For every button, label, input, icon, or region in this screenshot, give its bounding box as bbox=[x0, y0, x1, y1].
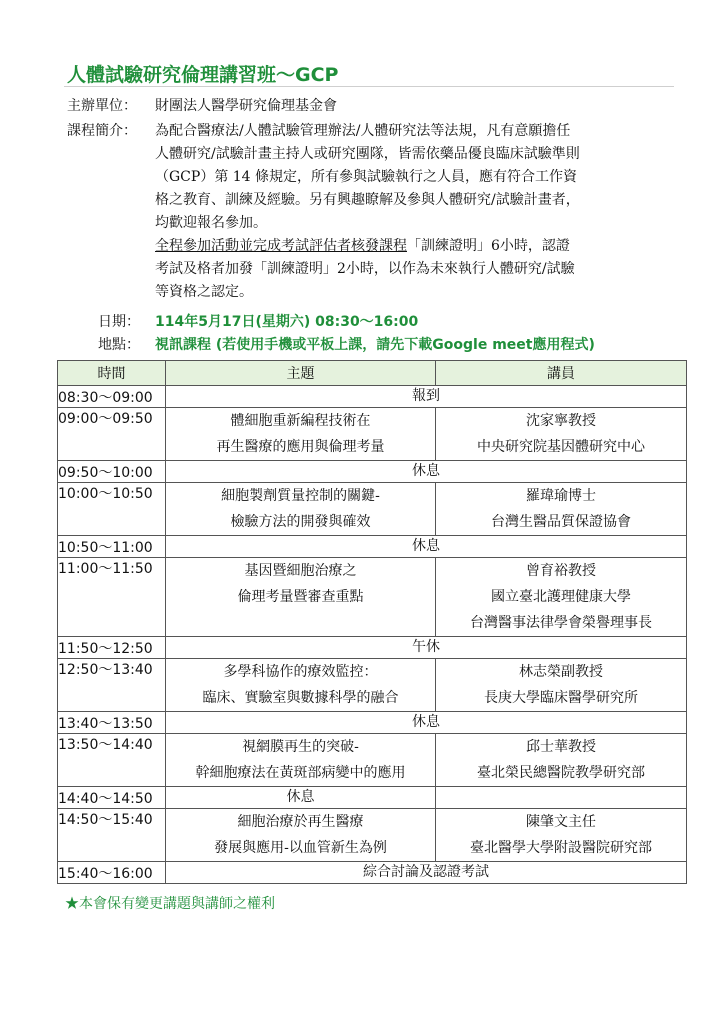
topic-line: 休息 bbox=[286, 789, 315, 805]
break-cell: 休息 bbox=[166, 536, 687, 558]
intro-line: 為配合醫療法/人體試驗管理辦法/人體研究法等法規，凡有意願擔任 bbox=[155, 123, 571, 139]
speaker-cell bbox=[436, 659, 687, 712]
time-cell: 08:30～09:00 bbox=[58, 386, 166, 408]
table-row bbox=[58, 408, 687, 461]
break-cell: 休息 bbox=[166, 461, 687, 483]
organizer-label: 主辦單位： bbox=[67, 98, 137, 114]
break-cell: 休息 bbox=[166, 712, 687, 734]
table-row bbox=[58, 386, 687, 408]
intro-label: 課程簡介： bbox=[67, 123, 137, 139]
schedule-table bbox=[57, 360, 687, 884]
speaker-line: 邱士華教授 bbox=[526, 739, 596, 755]
time-cell: 13:40～13:50 bbox=[58, 712, 166, 734]
table-row bbox=[58, 809, 687, 862]
topic-cell bbox=[166, 408, 436, 461]
topic-line: 細胞製劑質量控制的關鍵- bbox=[221, 488, 380, 504]
speaker-line: 長庚大學臨床醫學研究所 bbox=[484, 690, 638, 706]
time-cell: 13:50～14:40 bbox=[58, 734, 166, 787]
time-cell: 14:40～14:50 bbox=[58, 787, 166, 809]
table-row bbox=[58, 483, 687, 536]
intro-line: 均歡迎報名參加。 bbox=[155, 215, 267, 231]
time-cell: 12:50～13:40 bbox=[58, 659, 166, 712]
date-label: 日期： bbox=[98, 314, 140, 330]
table-row bbox=[58, 862, 687, 884]
topic-cell bbox=[166, 734, 436, 787]
table-row bbox=[58, 637, 687, 659]
title-divider bbox=[64, 86, 674, 87]
time-cell: 11:50～12:50 bbox=[58, 637, 166, 659]
speaker-line: 沈家寧教授 bbox=[526, 413, 596, 429]
intro-paragraph bbox=[155, 120, 675, 304]
speaker-line: 台灣醫事法律學會榮譽理事長 bbox=[470, 615, 652, 631]
time-cell: 09:00～09:50 bbox=[58, 408, 166, 461]
speaker-line: 台灣生醫品質保證協會 bbox=[491, 514, 631, 530]
venue-label: 地點： bbox=[98, 337, 140, 353]
topic-cell bbox=[166, 483, 436, 536]
speaker-line: 臺北醫學大學附設醫院研究部 bbox=[470, 840, 652, 856]
speaker-line: 陳肇文主任 bbox=[526, 814, 596, 830]
topic-line: 幹細胞療法在黃斑部病變中的應用 bbox=[195, 765, 406, 781]
intro-line: （GCP）第 14 條規定，所有參與試驗執行之人員，應有符合工作資 bbox=[155, 169, 578, 185]
speaker-line: 中央研究院基因體研究中心 bbox=[477, 439, 645, 455]
speaker-line: 曾育裕教授 bbox=[526, 563, 596, 579]
time-cell: 14:50～15:40 bbox=[58, 809, 166, 862]
intro-line: 等資格之認定。 bbox=[155, 284, 253, 300]
topic-cell bbox=[166, 809, 436, 862]
time-cell: 10:50～11:00 bbox=[58, 536, 166, 558]
speaker-cell bbox=[436, 408, 687, 461]
venue-value: 視訊課程 (若使用手機或平板上課，請先下載Google meet應用程式) bbox=[155, 337, 595, 353]
table-row bbox=[58, 734, 687, 787]
speaker-line: 林志榮副教授 bbox=[519, 664, 603, 680]
speaker-cell bbox=[436, 734, 687, 787]
speaker-line: 國立臺北護理健康大學 bbox=[491, 589, 631, 605]
table-header-row bbox=[58, 361, 687, 386]
intro-line: 格之教育、訓練及經驗。另有興趣瞭解及參與人體研究/試驗計畫者， bbox=[155, 192, 580, 208]
speaker-line: 臺北榮民總醫院教學研究部 bbox=[477, 765, 645, 781]
time-cell: 09:50～10:00 bbox=[58, 461, 166, 483]
topic-line: 再生醫療的應用與倫理考量 bbox=[216, 439, 385, 455]
time-cell: 15:40～16:00 bbox=[58, 862, 166, 884]
table-row bbox=[58, 558, 687, 637]
page-title: 人體試驗研究倫理講習班～GCP bbox=[67, 64, 339, 86]
topic-line: 多學科協作的療效監控： bbox=[223, 664, 378, 680]
topic-cell bbox=[166, 787, 436, 809]
table-row bbox=[58, 461, 687, 483]
topic-line: 視網膜再生的突破- bbox=[242, 739, 359, 755]
intro-line: 人體研究/試驗計畫主持人或研究團隊，皆需依藥品優良臨床試驗準則 bbox=[155, 146, 580, 162]
header-topic: 主題 bbox=[166, 361, 436, 386]
topic-line: 發展與應用-以血管新生為例 bbox=[214, 840, 387, 856]
schedule-body bbox=[58, 386, 687, 884]
break-cell: 報到 bbox=[166, 386, 687, 408]
topic-line: 體細胞重新編程技術在 bbox=[230, 413, 371, 429]
topic-cell bbox=[166, 659, 436, 712]
time-cell: 11:00～11:50 bbox=[58, 558, 166, 637]
topic-line: 倫理考量暨審查重點 bbox=[237, 589, 364, 605]
speaker-cell bbox=[436, 787, 687, 809]
table-row bbox=[58, 787, 687, 809]
speaker-cell bbox=[436, 558, 687, 637]
organizer-value: 財團法人醫學研究倫理基金會 bbox=[155, 98, 337, 114]
intro-line-rest: 「訓練證明」6小時，認證 bbox=[407, 238, 570, 254]
underlined-text: 全程參加活動並完成考試評估者核發課程 bbox=[155, 238, 407, 254]
table-row bbox=[58, 536, 687, 558]
speaker-line: 羅瑋瑜博士 bbox=[526, 488, 596, 504]
topic-cell bbox=[166, 558, 436, 637]
speaker-cell bbox=[436, 483, 687, 536]
date-value: 114年5月17日(星期六) 08:30～16:00 bbox=[155, 314, 419, 330]
time-cell: 10:00～10:50 bbox=[58, 483, 166, 536]
header-time: 時間 bbox=[58, 361, 166, 386]
topic-line: 基因暨細胞治療之 bbox=[244, 563, 357, 579]
topic-line: 細胞治療於再生醫療 bbox=[237, 814, 364, 830]
intro-line bbox=[155, 235, 675, 258]
break-cell: 午休 bbox=[166, 637, 687, 659]
footnote: ★本會保有變更講題與講師之權利 bbox=[65, 896, 275, 912]
break-cell: 綜合討論及認證考試 bbox=[166, 862, 687, 884]
table-row bbox=[58, 712, 687, 734]
topic-line: 臨床、實驗室與數據科學的融合 bbox=[202, 690, 399, 706]
speaker-cell bbox=[436, 809, 687, 862]
header-speaker: 講員 bbox=[436, 361, 687, 386]
table-row bbox=[58, 659, 687, 712]
topic-line: 檢驗方法的開發與確效 bbox=[230, 514, 371, 530]
intro-line: 考試及格者加發「訓練證明」2小時，以作為未來執行人體研究/試驗 bbox=[155, 261, 575, 277]
